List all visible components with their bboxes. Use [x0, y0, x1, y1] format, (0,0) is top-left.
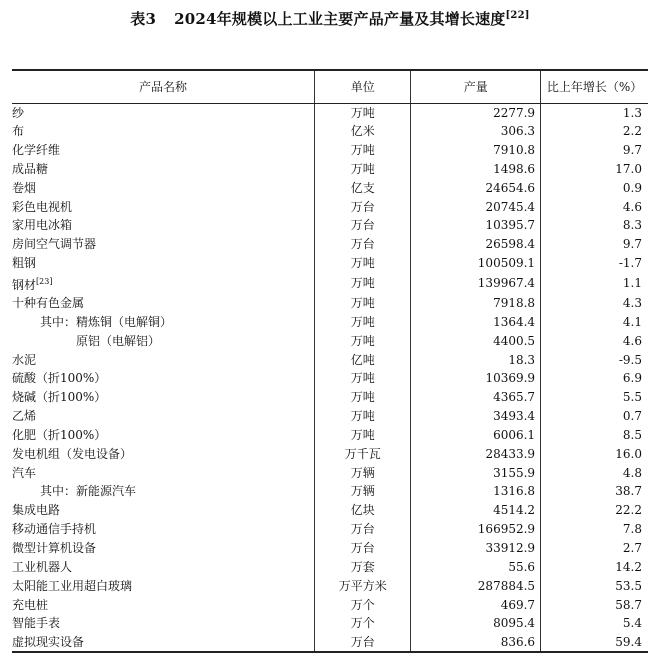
output-cell: 4514.2	[411, 501, 541, 520]
title-footnote-ref: [22]	[505, 10, 530, 21]
product-name: 移动通信手持机	[12, 522, 97, 537]
growth-cell: 4.3	[541, 294, 648, 313]
table-row	[12, 482, 648, 501]
unit-cell: 万吨	[315, 103, 411, 122]
product-name: 其中：精炼铜（电解铜）	[40, 314, 173, 329]
table-row	[12, 463, 648, 482]
product-name-cell	[12, 539, 315, 558]
product-name: 集成电路	[12, 503, 61, 518]
product-name-cell	[12, 216, 315, 235]
output-cell: 1364.4	[411, 312, 541, 331]
unit-cell: 万吨	[315, 426, 411, 445]
output-cell: 2277.9	[411, 103, 541, 122]
unit-cell: 万辆	[315, 463, 411, 482]
unit-cell: 亿支	[315, 178, 411, 197]
output-cell: 3493.4	[411, 407, 541, 426]
table-label: 表3	[130, 10, 157, 28]
unit-cell: 万台	[315, 520, 411, 539]
growth-cell: 8.5	[541, 426, 648, 445]
unit-cell: 万吨	[315, 312, 411, 331]
product-name: 十种有色金属	[12, 296, 85, 311]
unit-cell: 万吨	[315, 388, 411, 407]
unit-cell: 亿吨	[315, 350, 411, 369]
product-name: 粗钢	[12, 256, 37, 271]
table-row	[12, 350, 648, 369]
table-row	[12, 557, 648, 576]
unit-cell: 万台	[315, 539, 411, 558]
unit-cell: 万吨	[315, 294, 411, 313]
product-name: 发电机组（发电设备）	[12, 446, 133, 461]
product-name-cell	[12, 141, 315, 160]
table-row	[12, 141, 648, 160]
unit-cell: 万台	[315, 197, 411, 216]
product-name: 微型计算机设备	[12, 540, 97, 555]
table-row	[12, 501, 648, 520]
growth-cell: 1.1	[541, 273, 648, 294]
growth-cell: 16.0	[541, 444, 648, 463]
table-row	[12, 576, 648, 595]
unit-cell: 万辆	[315, 482, 411, 501]
output-cell: 1498.6	[411, 160, 541, 179]
table-row	[12, 407, 648, 426]
table-row	[12, 426, 648, 445]
output-cell: 10369.9	[411, 369, 541, 388]
output-cell: 1316.8	[411, 482, 541, 501]
product-name-cell	[12, 197, 315, 216]
product-name-cell	[12, 294, 315, 313]
unit-cell: 万吨	[315, 369, 411, 388]
product-name: 纱	[12, 105, 25, 120]
product-name: 虚拟现实设备	[12, 634, 85, 649]
growth-cell: 14.2	[541, 557, 648, 576]
output-cell: 28433.9	[411, 444, 541, 463]
output-cell: 100509.1	[411, 254, 541, 273]
table-row	[12, 369, 648, 388]
product-name: 化学纤维	[12, 143, 61, 158]
growth-cell: -1.7	[541, 254, 648, 273]
output-cell: 8095.4	[411, 614, 541, 633]
product-name-cell	[12, 614, 315, 633]
product-name-cell	[12, 103, 315, 122]
product-name: 成品糖	[12, 161, 49, 176]
product-name-cell	[12, 426, 315, 445]
product-name: 彩色电视机	[12, 199, 73, 214]
product-name: 太阳能工业用超白玻璃	[12, 578, 133, 593]
table-row	[12, 388, 648, 407]
product-name-cell	[12, 407, 315, 426]
growth-cell: 2.2	[541, 122, 648, 141]
output-cell: 7910.8	[411, 141, 541, 160]
product-name-cell	[12, 501, 315, 520]
growth-cell: 9.7	[541, 235, 648, 254]
growth-cell: 4.6	[541, 197, 648, 216]
table-row	[12, 595, 648, 614]
unit-cell: 万个	[315, 595, 411, 614]
unit-cell: 万台	[315, 216, 411, 235]
growth-cell: 38.7	[541, 482, 648, 501]
product-name-cell	[12, 178, 315, 197]
growth-cell: 59.4	[541, 633, 648, 652]
product-name: 钢材	[12, 277, 37, 292]
output-cell: 18.3	[411, 350, 541, 369]
product-name: 原铝（电解铝）	[76, 333, 161, 348]
table-title-text: 2024年规模以上工业主要产品产量及其增长速度	[174, 10, 506, 28]
table-row	[12, 216, 648, 235]
product-name: 其中：新能源汽车	[40, 484, 137, 499]
product-name-cell	[12, 235, 315, 254]
header-growth: 比上年增长（%）	[541, 70, 648, 103]
unit-cell: 万吨	[315, 407, 411, 426]
unit-cell: 亿块	[315, 501, 411, 520]
product-name: 化肥（折100%）	[12, 427, 107, 442]
table-row	[12, 103, 648, 122]
growth-cell: 58.7	[541, 595, 648, 614]
output-cell: 306.3	[411, 122, 541, 141]
unit-cell: 万台	[315, 633, 411, 652]
table-row	[12, 294, 648, 313]
table-row	[12, 197, 648, 216]
table-row	[12, 444, 648, 463]
table-row	[12, 160, 648, 179]
output-cell: 33912.9	[411, 539, 541, 558]
growth-cell: 5.4	[541, 614, 648, 633]
growth-cell: 22.2	[541, 501, 648, 520]
output-cell: 139967.4	[411, 273, 541, 294]
output-cell: 6006.1	[411, 426, 541, 445]
unit-cell: 万平方米	[315, 576, 411, 595]
unit-cell: 万套	[315, 557, 411, 576]
output-cell: 469.7	[411, 595, 541, 614]
product-name-cell	[12, 312, 315, 331]
output-cell: 55.6	[411, 557, 541, 576]
growth-cell: 0.9	[541, 178, 648, 197]
unit-cell: 万吨	[315, 141, 411, 160]
growth-cell: 4.8	[541, 463, 648, 482]
table-header-row	[12, 70, 648, 103]
output-cell: 287884.5	[411, 576, 541, 595]
table-title	[0, 8, 660, 29]
table-row	[12, 273, 648, 294]
unit-cell: 万吨	[315, 160, 411, 179]
growth-cell: 53.5	[541, 576, 648, 595]
growth-cell: 4.6	[541, 331, 648, 350]
table-row	[12, 254, 648, 273]
product-name: 工业机器人	[12, 559, 73, 574]
product-output-table	[12, 69, 648, 653]
output-cell: 836.6	[411, 633, 541, 652]
growth-cell: 4.1	[541, 312, 648, 331]
table-row	[12, 633, 648, 652]
table-row	[12, 539, 648, 558]
product-name-cell	[12, 273, 315, 294]
product-name-cell	[12, 160, 315, 179]
product-name-cell	[12, 369, 315, 388]
unit-cell: 亿米	[315, 122, 411, 141]
unit-cell: 万千瓦	[315, 444, 411, 463]
product-name-cell	[12, 388, 315, 407]
product-name: 烧碱（折100%）	[12, 390, 107, 405]
product-name: 充电桩	[12, 597, 49, 612]
product-name-cell	[12, 350, 315, 369]
product-name-cell	[12, 595, 315, 614]
growth-cell: 9.7	[541, 141, 648, 160]
output-cell: 7918.8	[411, 294, 541, 313]
product-name-cell	[12, 122, 315, 141]
output-cell: 4400.5	[411, 331, 541, 350]
output-cell: 26598.4	[411, 235, 541, 254]
product-name-cell	[12, 633, 315, 652]
growth-cell: 5.5	[541, 388, 648, 407]
product-name: 乙烯	[12, 409, 37, 424]
product-name-cell	[12, 444, 315, 463]
output-cell: 10395.7	[411, 216, 541, 235]
table-row	[12, 178, 648, 197]
product-name-cell	[12, 331, 315, 350]
unit-cell: 万吨	[315, 254, 411, 273]
output-cell: 3155.9	[411, 463, 541, 482]
output-cell: 4365.7	[411, 388, 541, 407]
table-row	[12, 520, 648, 539]
product-name: 布	[12, 124, 25, 139]
product-name: 水泥	[12, 352, 37, 367]
growth-cell: -9.5	[541, 350, 648, 369]
product-name-cell	[12, 254, 315, 273]
product-name: 家用电冰箱	[12, 218, 73, 233]
growth-cell: 8.3	[541, 216, 648, 235]
growth-cell: 0.7	[541, 407, 648, 426]
growth-cell: 17.0	[541, 160, 648, 179]
product-name-cell	[12, 520, 315, 539]
growth-cell: 6.9	[541, 369, 648, 388]
unit-cell: 万个	[315, 614, 411, 633]
product-name: 汽车	[12, 465, 37, 480]
growth-cell: 2.7	[541, 539, 648, 558]
output-cell: 20745.4	[411, 197, 541, 216]
product-name: 智能手表	[12, 616, 61, 631]
table-row	[12, 614, 648, 633]
growth-cell: 7.8	[541, 520, 648, 539]
footnote-ref: [23]	[36, 276, 53, 286]
table-row	[12, 312, 648, 331]
product-name-cell	[12, 557, 315, 576]
table-row	[12, 235, 648, 254]
unit-cell: 万台	[315, 235, 411, 254]
header-output: 产量	[411, 70, 541, 103]
product-name: 硫酸（折100%）	[12, 371, 107, 386]
product-name-cell	[12, 576, 315, 595]
growth-cell: 1.3	[541, 103, 648, 122]
product-name-cell	[12, 463, 315, 482]
header-unit: 单位	[315, 70, 411, 103]
unit-cell: 万吨	[315, 273, 411, 294]
product-name: 房间空气调节器	[12, 237, 97, 252]
table-row	[12, 122, 648, 141]
product-name: 卷烟	[12, 180, 37, 195]
output-cell: 24654.6	[411, 178, 541, 197]
output-cell: 166952.9	[411, 520, 541, 539]
unit-cell: 万吨	[315, 331, 411, 350]
product-name-cell	[12, 482, 315, 501]
header-product-name: 产品名称	[12, 70, 315, 103]
table-row	[12, 331, 648, 350]
